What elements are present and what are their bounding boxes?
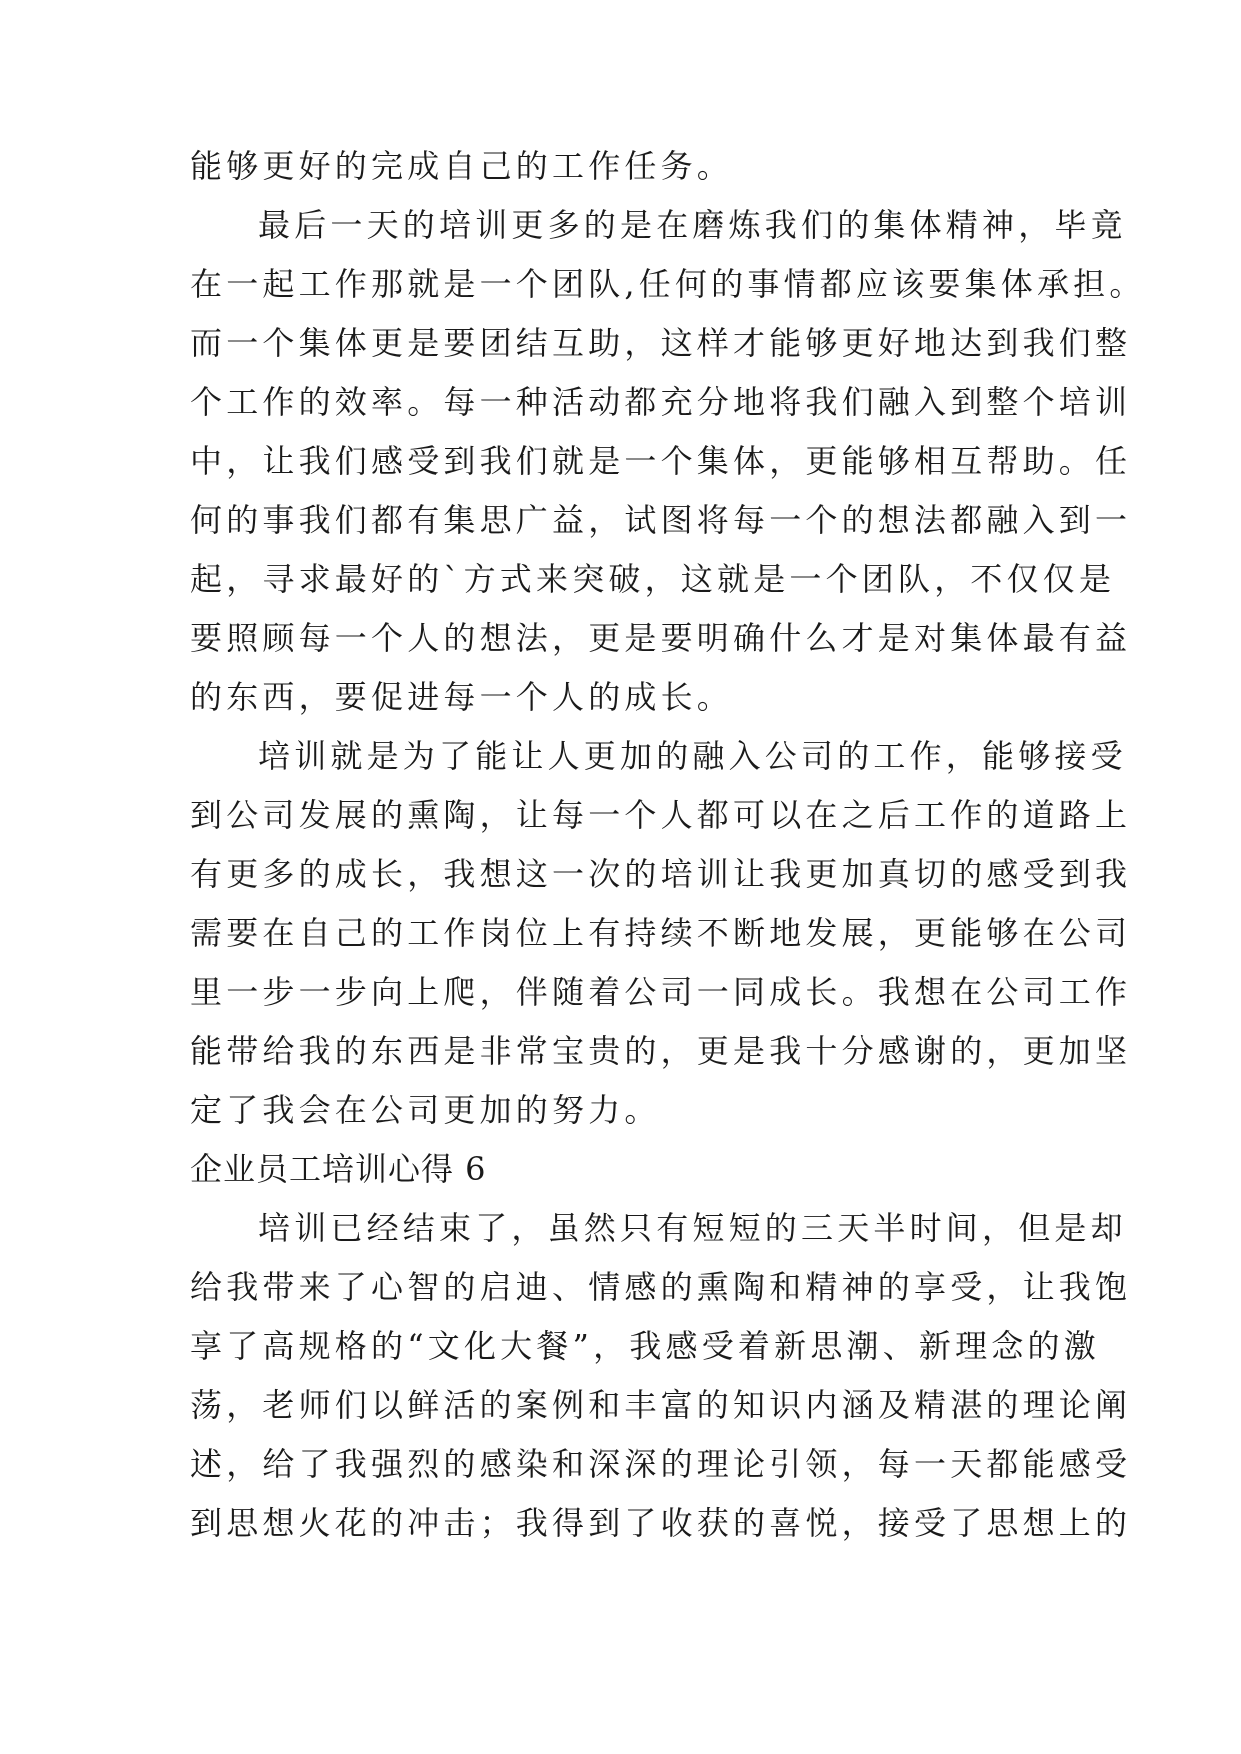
paragraph-first-line: 最后一天的培训更多的是在磨炼我们的集体精神，毕竟 bbox=[258, 206, 1127, 244]
text-line: 有更多的成长，我想这一次的培训让我更加真切的感受到我 bbox=[190, 855, 1132, 893]
paragraph-first-line: 培训就是为了能让人更加的融入公司的工作，能够接受 bbox=[258, 737, 1127, 775]
text-line: 荡，老师们以鲜活的案例和丰富的知识内涵及精湛的理论阐 bbox=[190, 1386, 1132, 1424]
text-line: 述，给了我强烈的感染和深深的理论引领，每一天都能感受 bbox=[190, 1445, 1132, 1483]
text-line: 个工作的效率。每一种活动都充分地将我们融入到整个培训 bbox=[190, 383, 1132, 421]
section-heading: 企业员工培训心得 6 bbox=[190, 1150, 487, 1188]
text-line: 起，寻求最好的`方式来突破，这就是一个团队，不仅仅是 bbox=[190, 560, 1116, 598]
text-line: 享了高规格的“文化大餐”，我感受着新思潮、新理念的激 bbox=[190, 1327, 1100, 1365]
text-line: 到思想火花的冲击；我得到了收获的喜悦，接受了思想上的 bbox=[190, 1504, 1132, 1542]
text-line: 给我带来了心智的启迪、情感的熏陶和精神的享受，让我饱 bbox=[190, 1268, 1132, 1306]
text-line: 中，让我们感受到我们就是一个集体，更能够相互帮助。任 bbox=[190, 442, 1132, 480]
text-line: 何的事我们都有集思广益，试图将每一个的想法都融入到一 bbox=[190, 501, 1132, 539]
paragraph-first-line: 培训已经结束了，虽然只有短短的三天半时间，但是却 bbox=[258, 1209, 1127, 1247]
text-line: 需要在自己的工作岗位上有持续不断地发展，更能够在公司 bbox=[190, 914, 1132, 952]
text-line: 在一起工作那就是一个团队,任何的事情都应该要集体承担。 bbox=[190, 265, 1146, 303]
text-line: 而一个集体更是要团结互助，这样才能够更好地达到我们整 bbox=[190, 324, 1132, 362]
text-line: 里一步一步向上爬，伴随着公司一同成长。我想在公司工作 bbox=[190, 973, 1132, 1011]
text-line: 要照顾每一个人的想法，更是要明确什么才是对集体最有益 bbox=[190, 619, 1132, 657]
text-line: 能带给我的东西是非常宝贵的，更是我十分感谢的，更加坚 bbox=[190, 1032, 1132, 1070]
text-line: 定了我会在公司更加的努力。 bbox=[190, 1091, 661, 1129]
text-line: 能够更好的完成自己的工作任务。 bbox=[190, 147, 734, 185]
text-line: 到公司发展的熏陶，让每一个人都可以在之后工作的道路上 bbox=[190, 796, 1132, 834]
text-line: 的东西，要促进每一个人的成长。 bbox=[190, 678, 734, 716]
